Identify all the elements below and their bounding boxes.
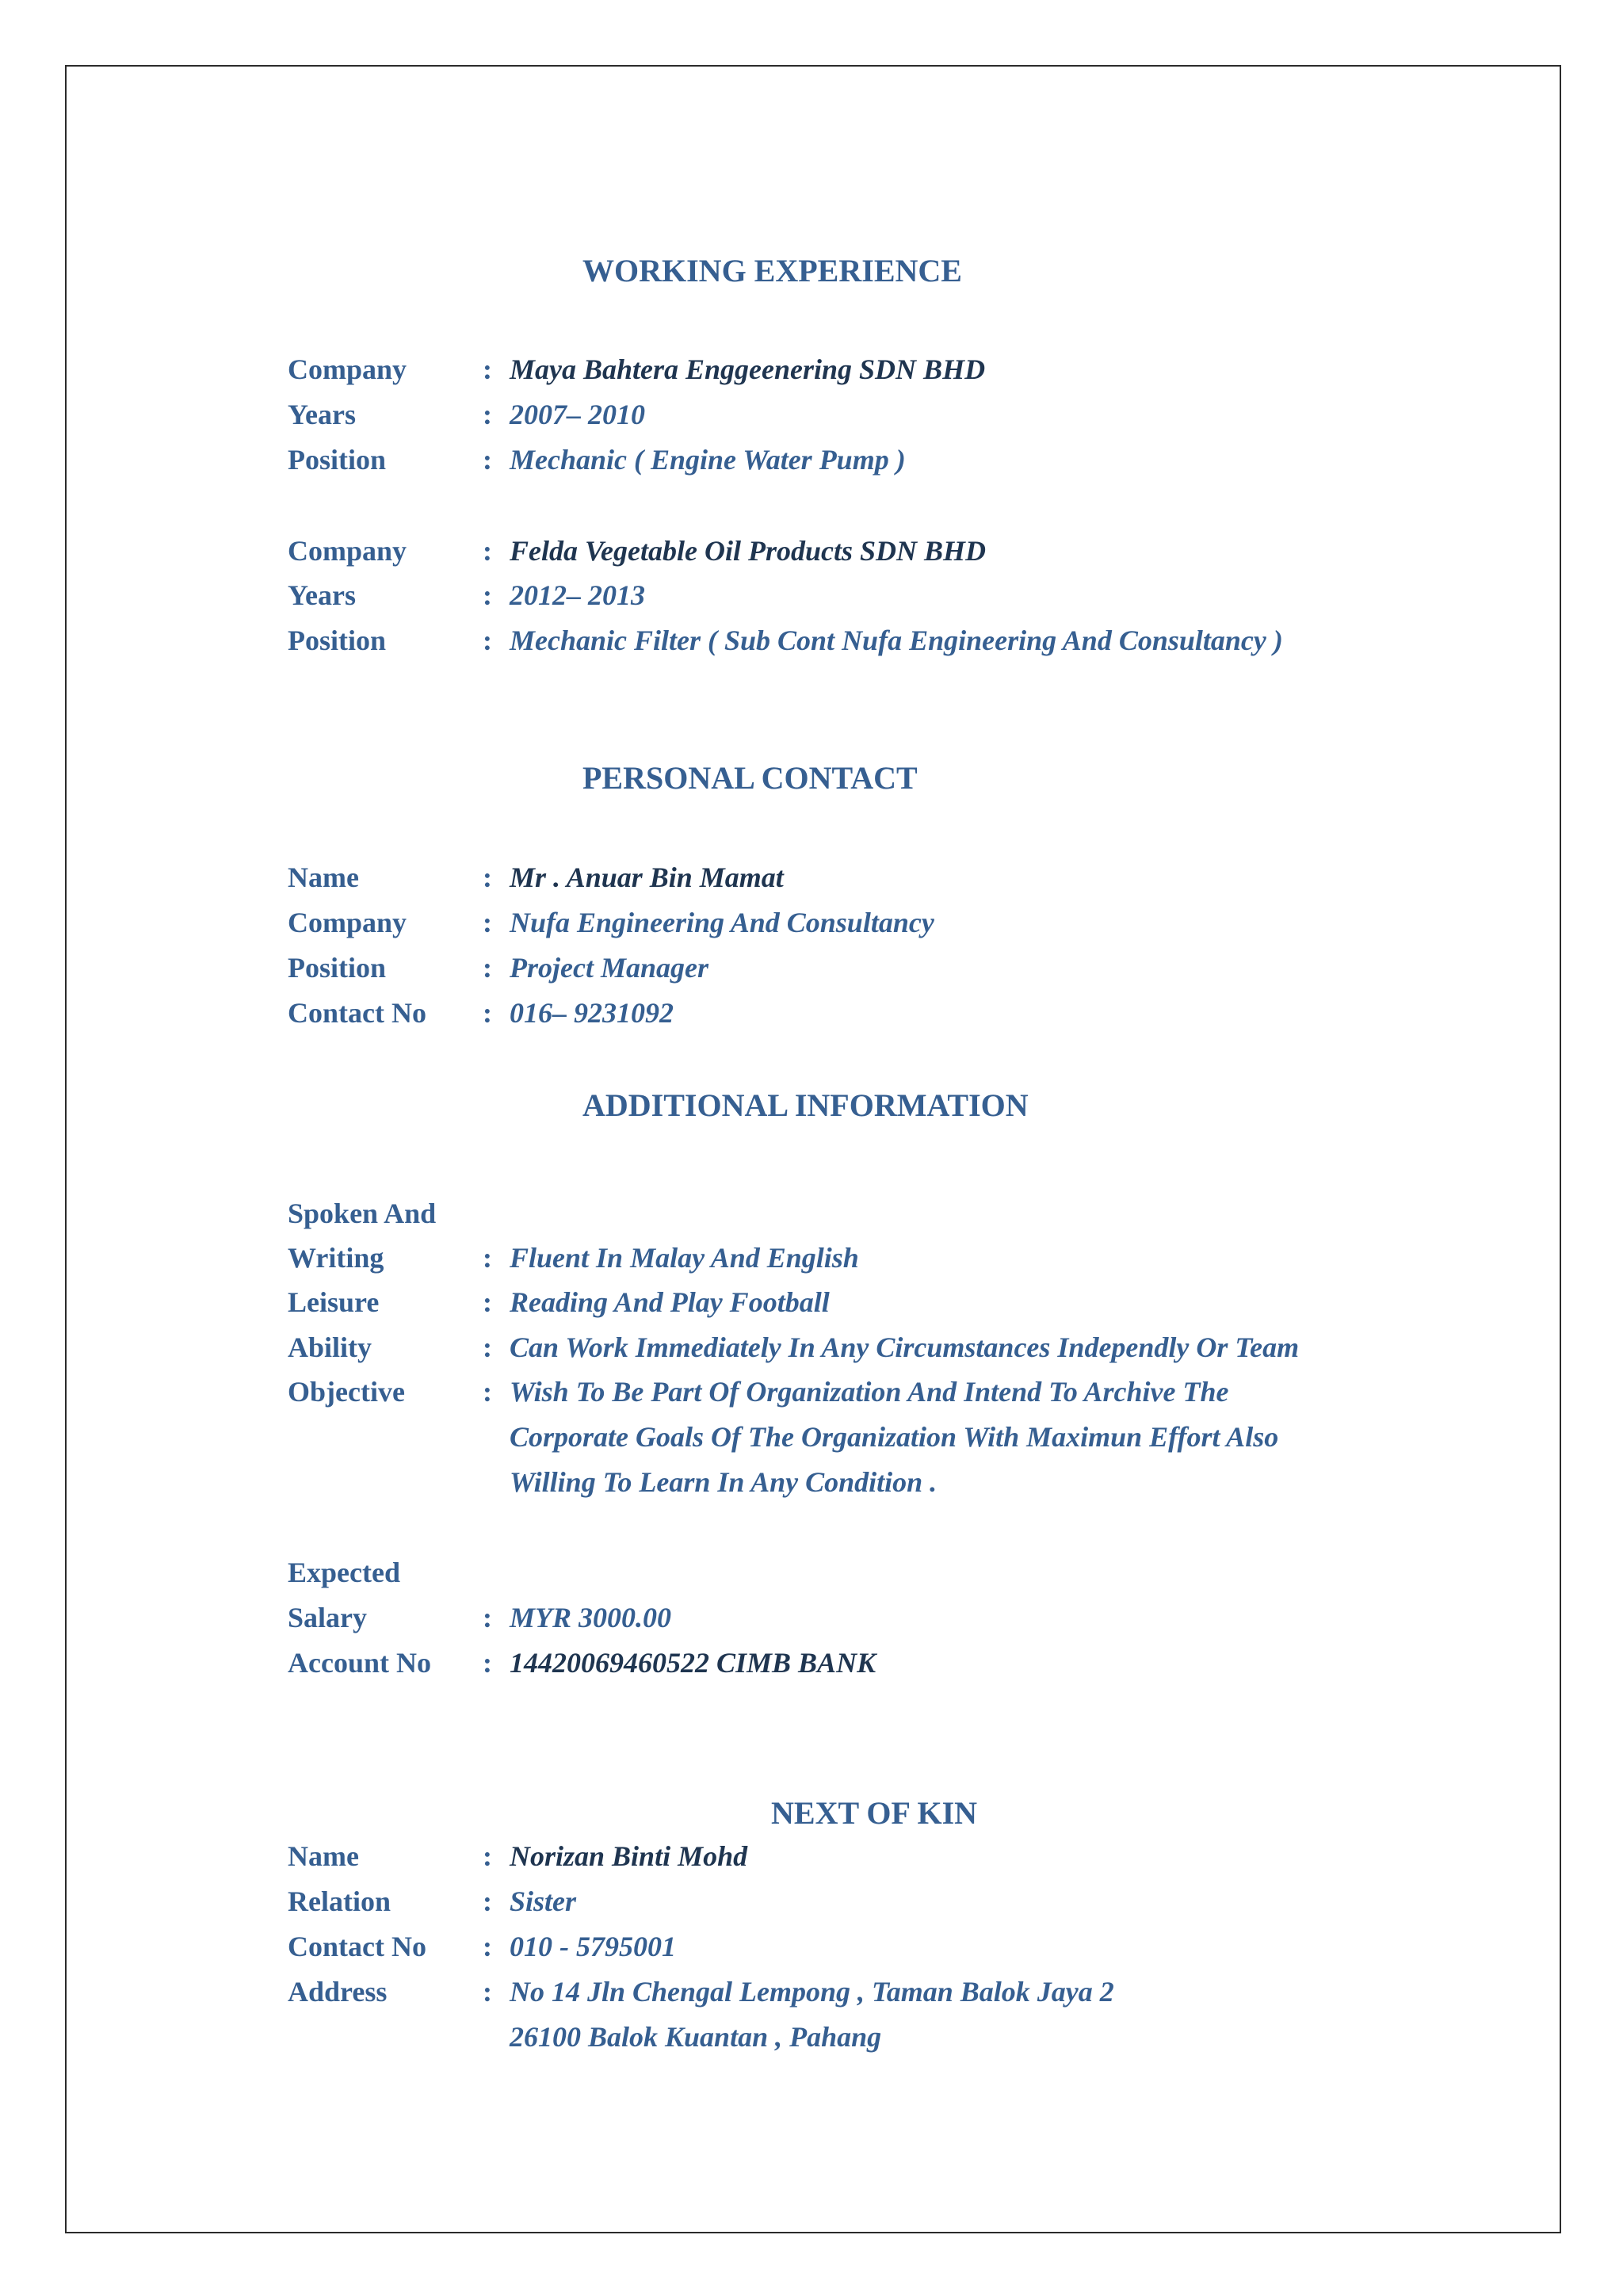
position-label: Position — [288, 444, 387, 476]
company-value: Maya Bahtera Enggeenering SDN BHD — [510, 353, 986, 385]
personal-contact-heading: PERSONAL CONTACT — [582, 760, 918, 796]
leisure-value: Reading And Play Football — [510, 1286, 830, 1318]
colon: : — [483, 907, 492, 938]
next-of-kin-heading: NEXT OF KIN — [771, 1795, 978, 1831]
years-value: 2012– 2013 — [510, 579, 645, 611]
company-label: Company — [288, 353, 407, 385]
additional-information-heading: ADDITIONAL INFORMATION — [582, 1087, 1029, 1123]
name-label: Name — [288, 861, 359, 893]
salary-label-line2: Salary — [288, 1602, 368, 1633]
name-label: Name — [288, 1840, 359, 1872]
colon: : — [483, 1242, 492, 1274]
ability-label: Ability — [288, 1331, 372, 1363]
objective-line: Corporate Goals Of The Organization With Maximun Effort Also — [510, 1421, 1279, 1453]
position-label: Position — [288, 625, 387, 656]
years-label: Years — [288, 579, 356, 611]
salary-value: MYR 3000.00 — [510, 1602, 672, 1633]
company-value: Nufa Engineering And Consultancy — [510, 907, 934, 938]
colon: : — [483, 1976, 492, 2008]
colon: : — [483, 399, 492, 430]
name-value: Norizan Binti Mohd — [510, 1840, 748, 1872]
position-value: Project Manager — [510, 952, 708, 984]
colon: : — [483, 579, 492, 611]
colon: : — [483, 535, 492, 567]
contact-label: Contact No — [288, 1931, 426, 1962]
objective-label: Objective — [288, 1376, 405, 1408]
address-label: Address — [288, 1976, 388, 2008]
working-experience-heading: WORKING EXPERIENCE — [582, 253, 962, 288]
colon: : — [483, 1376, 492, 1408]
spoken-label-line1: Spoken And — [288, 1198, 437, 1229]
objective-line: Wish To Be Part Of Organization And Intend To Archive The — [510, 1376, 1229, 1408]
company-value: Felda Vegetable Oil Products SDN BHD — [510, 535, 986, 567]
salary-label-line1: Expected — [288, 1557, 400, 1588]
colon: : — [483, 1286, 492, 1318]
contact-label: Contact No — [288, 997, 426, 1029]
colon: : — [483, 997, 492, 1029]
spoken-value: Fluent In Malay And English — [510, 1242, 859, 1274]
contact-value: 016– 9231092 — [510, 997, 674, 1029]
colon: : — [483, 444, 492, 476]
account-label: Account No — [288, 1647, 431, 1679]
leisure-label: Leisure — [288, 1286, 380, 1318]
spoken-label-line2: Writing — [288, 1242, 384, 1274]
years-label: Years — [288, 399, 356, 430]
colon: : — [483, 1602, 492, 1633]
colon: : — [483, 1885, 492, 1917]
company-label: Company — [288, 535, 407, 567]
colon: : — [483, 1840, 492, 1872]
ability-value: Can Work Immediately In Any Circumstances Independly Or Team — [510, 1331, 1300, 1363]
colon: : — [483, 625, 492, 656]
name-value: Mr . Anuar Bin Mamat — [510, 861, 784, 893]
address-line: No 14 Jln Chengal Lempong , Taman Balok Jaya 2 — [510, 1976, 1114, 2008]
colon: : — [483, 353, 492, 385]
colon: : — [483, 1331, 492, 1363]
position-label: Position — [288, 952, 387, 984]
position-value: Mechanic ( Engine Water Pump ) — [510, 444, 906, 476]
address-line: 26100 Balok Kuantan , Pahang — [510, 2021, 882, 2053]
colon: : — [483, 952, 492, 984]
colon: : — [483, 1647, 492, 1679]
relation-label: Relation — [288, 1885, 391, 1917]
relation-value: Sister — [510, 1885, 577, 1917]
position-value: Mechanic Filter ( Sub Cont Nufa Engineering And Consultancy ) — [510, 625, 1283, 656]
company-label: Company — [288, 907, 407, 938]
colon: : — [483, 861, 492, 893]
account-value: 14420069460522 CIMB BANK — [510, 1647, 876, 1679]
contact-value: 010 - 5795001 — [510, 1931, 676, 1962]
years-value: 2007– 2010 — [510, 399, 645, 430]
objective-line: Willing To Learn In Any Condition . — [510, 1466, 938, 1498]
colon: : — [483, 1931, 492, 1962]
